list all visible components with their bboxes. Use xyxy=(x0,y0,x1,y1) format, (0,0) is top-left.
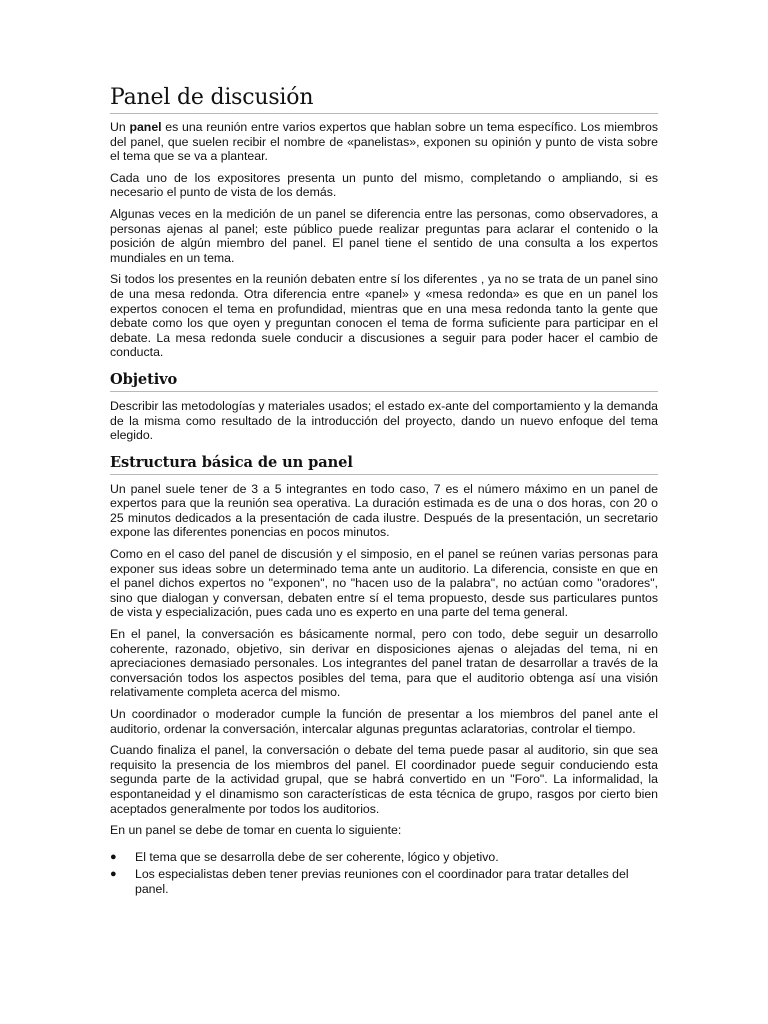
estructura-paragraph-4: Un coordinador o moderador cumple la función de presentar a los miembros del panel ante el auditorio, ordenar la conversación, intercalar algunas preguntas aclaratorias, controlar el tiempo. xyxy=(110,707,658,736)
panel-bold-term: panel xyxy=(129,120,162,134)
list-item xyxy=(110,867,658,896)
objetivo-paragraph-1: Describir las metodologías y materiales usados; el estado ex-ante del comportamiento y la demanda de la misma como resultado de la introducción del proyecto, dando un nuevo enfoque del tema elegido. xyxy=(110,398,658,443)
bullet-icon: ● xyxy=(110,868,117,881)
intro-lead-text: Un xyxy=(110,120,130,134)
intro-paragraph-4: Si todos los presentes en la reunión debaten entre sí los diferentes , ya no se trata de un panel sino de una mesa redonda. Otra diferencia entre «panel» y «mesa redonda» es que en un panel los expertos conocen el tema en profundidad, mientras que en una mesa redonda tanto la gente que debate como los que oyen y preguntan conocen el tema de forma suficiente para participar en el debate. La mesa redonda suele conducir a discusiones a seguir para poder hacer el cambio de conducta. xyxy=(110,272,658,360)
estructura-paragraph-2: Como en el caso del panel de discusión y el simposio, en el panel se reúnen varias personas para exponer sus ideas sobre un determinado tema ante un auditorio. La diferencia, consiste en que en el panel dichos expertos no "exponen", no "hacen uso de la palabra", no actúan como "oradores", sino que dialogan y conversan, debaten entre sí el tema propuesto, desde sus particulares puntos de vista y especialización, pues cada uno es experto en una parte del tema general. xyxy=(110,547,658,620)
list-item-text: Los especialistas deben tener previas reuniones con el coordinador para tratar detalles del panel. xyxy=(135,867,629,896)
intro-paragraph-3: Algunas veces en la medición de un panel se diferencia entre las personas, como observadores, a personas ajenas al panel; este público puede realizar preguntas para aclarar el contenido o la posición de algún miembro del panel. El panel tiene el sentido de una consulta a los expertos mundiales en un tema. xyxy=(110,206,658,265)
estructura-paragraph-5: Cuando finaliza el panel, la conversación o debate del tema puede pasar al auditorio, sin que sea requisito la presencia de los miembros del panel. El coordinador puede seguir conduciendo esta segunda parte de la actividad grupal, que se habrá convertido en un "Foro". La informalidad, la espontaneidad y el dinamismo son características de esta técnica de grupo, rasgos por cierto bien aceptados generalmente por todos los auditorios. xyxy=(110,743,658,816)
bullet-list xyxy=(110,850,658,897)
section-heading-objetivo: Objetivo xyxy=(110,370,658,392)
bullet-icon: ● xyxy=(110,850,117,863)
estructura-paragraph-6: En un panel se debe de tomar en cuenta lo siguiente: xyxy=(110,823,402,838)
estructura-paragraph-3: En el panel, la conversación es básicamente normal, pero con todo, debe seguir un desarrollo coherente, razonado, objetivo, sin derivar en disposiciones ajenas o alejadas del tema, ni en apreciaciones demasiado personales. Los integrantes del panel tratan de desarrollar a través de la conversación todos los aspectos posibles del tema, para que el auditorio obtenga así una visión relativamente completa acerca del mismo. xyxy=(110,627,658,700)
list-item-text: El tema que se desarrolla debe de ser coherente, lógico y objetivo. xyxy=(135,849,499,864)
estructura-paragraph-1: Un panel suele tener de 3 a 5 integrantes en todo caso, 7 es el número máximo en un panel de expertos para que la reunión sea operativa. La duración estimada es de una o dos horas, con 20 o 25 minutos dedicados a la presentación de cada ilustre. Después de la presentación, un secretario expone las diferentes ponencias en pocos minutos. xyxy=(110,481,658,540)
list-item xyxy=(110,850,658,865)
intro-paragraph-2: Cada uno de los expositores presenta un punto del mismo, completando o ampliando, si es necesario el punto de vista de los demás. xyxy=(110,170,658,200)
intro-rest-text: es una reunión entre varios expertos que hablan sobre un tema específico. Los miembros del panel, que suelen recibir el nombre de «panelistas», exponen su opinión y punto de vista sobre el tema que se va a plantear. xyxy=(110,120,658,164)
intro-paragraph-1 xyxy=(110,120,658,164)
page-title: Panel de discusión xyxy=(110,84,658,114)
document-page xyxy=(110,84,658,900)
section-heading-estructura: Estructura básica de un panel xyxy=(110,453,658,475)
